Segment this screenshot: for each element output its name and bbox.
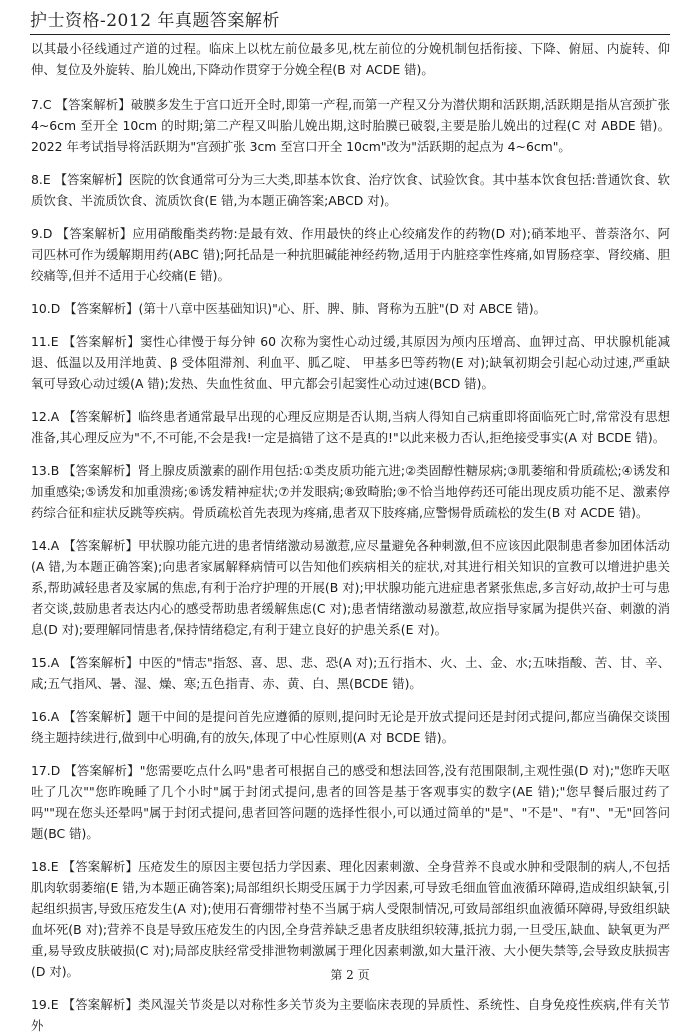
answer-item-8: 8.E 【答案解析】医院的饮食通常可分为三大类,即基本饮食、治疗饮食、试验饮食。其中基本饮食包括:普通饮食、软质饮食、半流质饮食、流质饮食(E 错,为本题正确答案;ABCD 对)。 (31, 172, 670, 208)
answer-item-13: 13.B 【答案解析】肾上腺皮质激素的副作用包括:①类皮质功能亢进;②类固醇性糖尿病;③肌萎缩和骨质疏松;④诱发和加重感染;⑤诱发和加重溃疡;⑥诱发精神症状;⑦并发眼病;⑧致畸胎;⑨不恰当地停药还可能出现皮质功能不足、激素停药综合征和症状反跳等疾病。骨质疏松首先表现为疼痛,患者双下肢疼痛,应警惕骨质疏松的发生(B 对 ACDE 错)。 (31, 463, 670, 520)
answer-item-9: 9.D 【答案解析】应用硝酸酯类药物:是最有效、作用最快的终止心绞痛发作的药物(D 对);硝苯地平、普萘洛尔、阿司匹林可作为缓解期用药(ABC 错);阿托品是一种抗胆碱能神经药物,适用于内脏痉挛性疼痛,如胃肠痉挛、肾绞痛、胆绞痛等,但并不适用于心绞痛(E 错)。 (31, 226, 670, 283)
answer-explanations (31, 38, 670, 1036)
answer-item-7: 7.C 【答案解析】破膜多发生于宫口近开全时,即第一产程,而第一产程又分为潜伏期和活跃期,活跃期是指从宫颈扩张 4~6cm 至开全 10cm 的时期;第二产程又叫胎儿娩出期,这时胎膜已破裂,主要是胎儿娩出的过程(C 对 ABDE 错)。2022 年考试指导将活跃期为"宫颈扩张 3cm 至宫口开全 10cm"改为"活跃期的起点为 4~6cm"。 (31, 97, 670, 154)
answer-item-16: 16.A 【答案解析】题干中间的是提问首先应遵循的原则,提问时无论是开放式提问还是封闭式提问,都应当确保交谈围绕主题持续进行,做到中心明确,有的放矢,体现了中心性原则(A 对 BCDE 错)。 (31, 709, 670, 745)
answer-item-10: 10.D 【答案解析】(第十八章中医基础知识)"心、肝、脾、肺、肾称为五脏"(D 对 ABCE 错)。 (31, 301, 547, 316)
page-number: 第 2 页 (330, 968, 370, 982)
answer-item-18: 18.E 【答案解析】压疮发生的原因主要包括力学因素、理化因素刺激、全身营养不良或水肿和受限制的病人,不包括肌肉软弱萎缩(E 错,为本题正确答案);局部组织长期受压属于力学因素,可导致毛细血管血液循环障碍,造成组织缺氧,引起组织损害,导致压疮发生(A 对);使用石膏绷带衬垫不当属于病人受限制情况,可致局部组织血液循环障碍,导致组织缺血坏死(B 对);营养不良是导致压疮发生的内因,全身营养缺乏患者皮肤组织较薄,抵抗力弱,一旦受压,缺血、缺氧更为严重,易导致皮肤破损(C 对);局部皮肤经常受排泄物刺激属于理化因素刺激,如大量汗液、大小便失禁等,会导致皮肤损害(D 对)。 (31, 859, 670, 979)
page-header (30, 6, 670, 35)
paragraph-continuation: 以其最小径线通过产道的过程。临床上以枕左前位最多见,枕左前位的分娩机制包括衔接、下降、俯屈、内旋转、仰伸、复位及外旋转、胎儿娩出,下降动作贯穿于分娩全程(B 对 ACDE 错)。 (31, 41, 670, 77)
answer-item-12: 12.A 【答案解析】临终患者通常最早出现的心理反应期是否认期,当病人得知自己病重即将面临死亡时,常常没有思想准备,其心理反应为"不,不可能,不会是我!一定是搞错了这不是真的!"以此来极力否认,拒绝接受事实(A 对 BCDE 错)。 (31, 409, 670, 445)
answer-item-11: 11.E 【答案解析】窦性心律慢于每分钟 60 次称为窦性心动过缓,其原因为颅内压增高、血钾过高、甲状腺机能减退、低温以及用洋地黄、β 受体阻滞剂、利血平、胍乙啶、 甲基多巴等药物(E 对);缺氧初期会引起心动过速,严重缺氧可导致心动过缓(A 错);发热、失血性贫血、甲亢都会引起窦性心动过速(BCD 错)。 (31, 334, 670, 391)
answer-item-15: 15.A 【答案解析】中医的"情志"指怒、喜、思、悲、恐(A 对);五行指木、火、土、金、水;五味指酸、苦、甘、辛、咸;五气指风、暑、湿、燥、寒;五色指青、赤、黄、白、黑(BCDE 错)。 (31, 655, 670, 691)
document-title: 护士资格-2012 年真题答案解析 (30, 11, 280, 31)
answer-item-14: 14.A 【答案解析】甲状腺功能亢进的患者情绪激动易激惹,应尽量避免各种刺激,但不应该因此限制患者参加团体活动(A 错,为本题正确答案);向患者家属解释病情可以告知他们疾病相关的症状,对其进行相关知识的宣教可以增进护患关系,帮助减轻患者及家属的焦虑,有利于治疗护理的开展(B 对);甲状腺功能亢进症患者紧张焦虑,多言好动,故护士可与患者交谈,鼓励患者表达内心的感受帮助患者缓解焦虑(C 对);患者情绪激动易激惹,故应指导家属为提供兴奋、刺激的消息(D 对);要理解同情患者,保持情绪稳定,有利于建立良好的护患关系(E 对)。 (31, 538, 670, 637)
answer-item-19: 19.E 【答案解析】类风湿关节炎是以对称性多关节炎为主要临床表现的异质性、系统性、自身免疫性疾病,伴有关节外 (31, 997, 670, 1033)
answer-item-17: 17.D 【答案解析】"您需要吃点什么吗"患者可根据自己的感受和想法回答,没有范围限制,主观性强(D 对);"您昨天呕吐了几次""您昨晚睡了几个小时"属于封闭式提问,患者的回答是基于客观事实的数字(AE 错);"您早餐后服过药了吗""现在您头还晕吗"属于封闭式提问,患者回答问题的选择性很小,可以通过简单的"是"、"不是"、"有"、"无"回答问题(BC 错)。 (31, 763, 670, 841)
